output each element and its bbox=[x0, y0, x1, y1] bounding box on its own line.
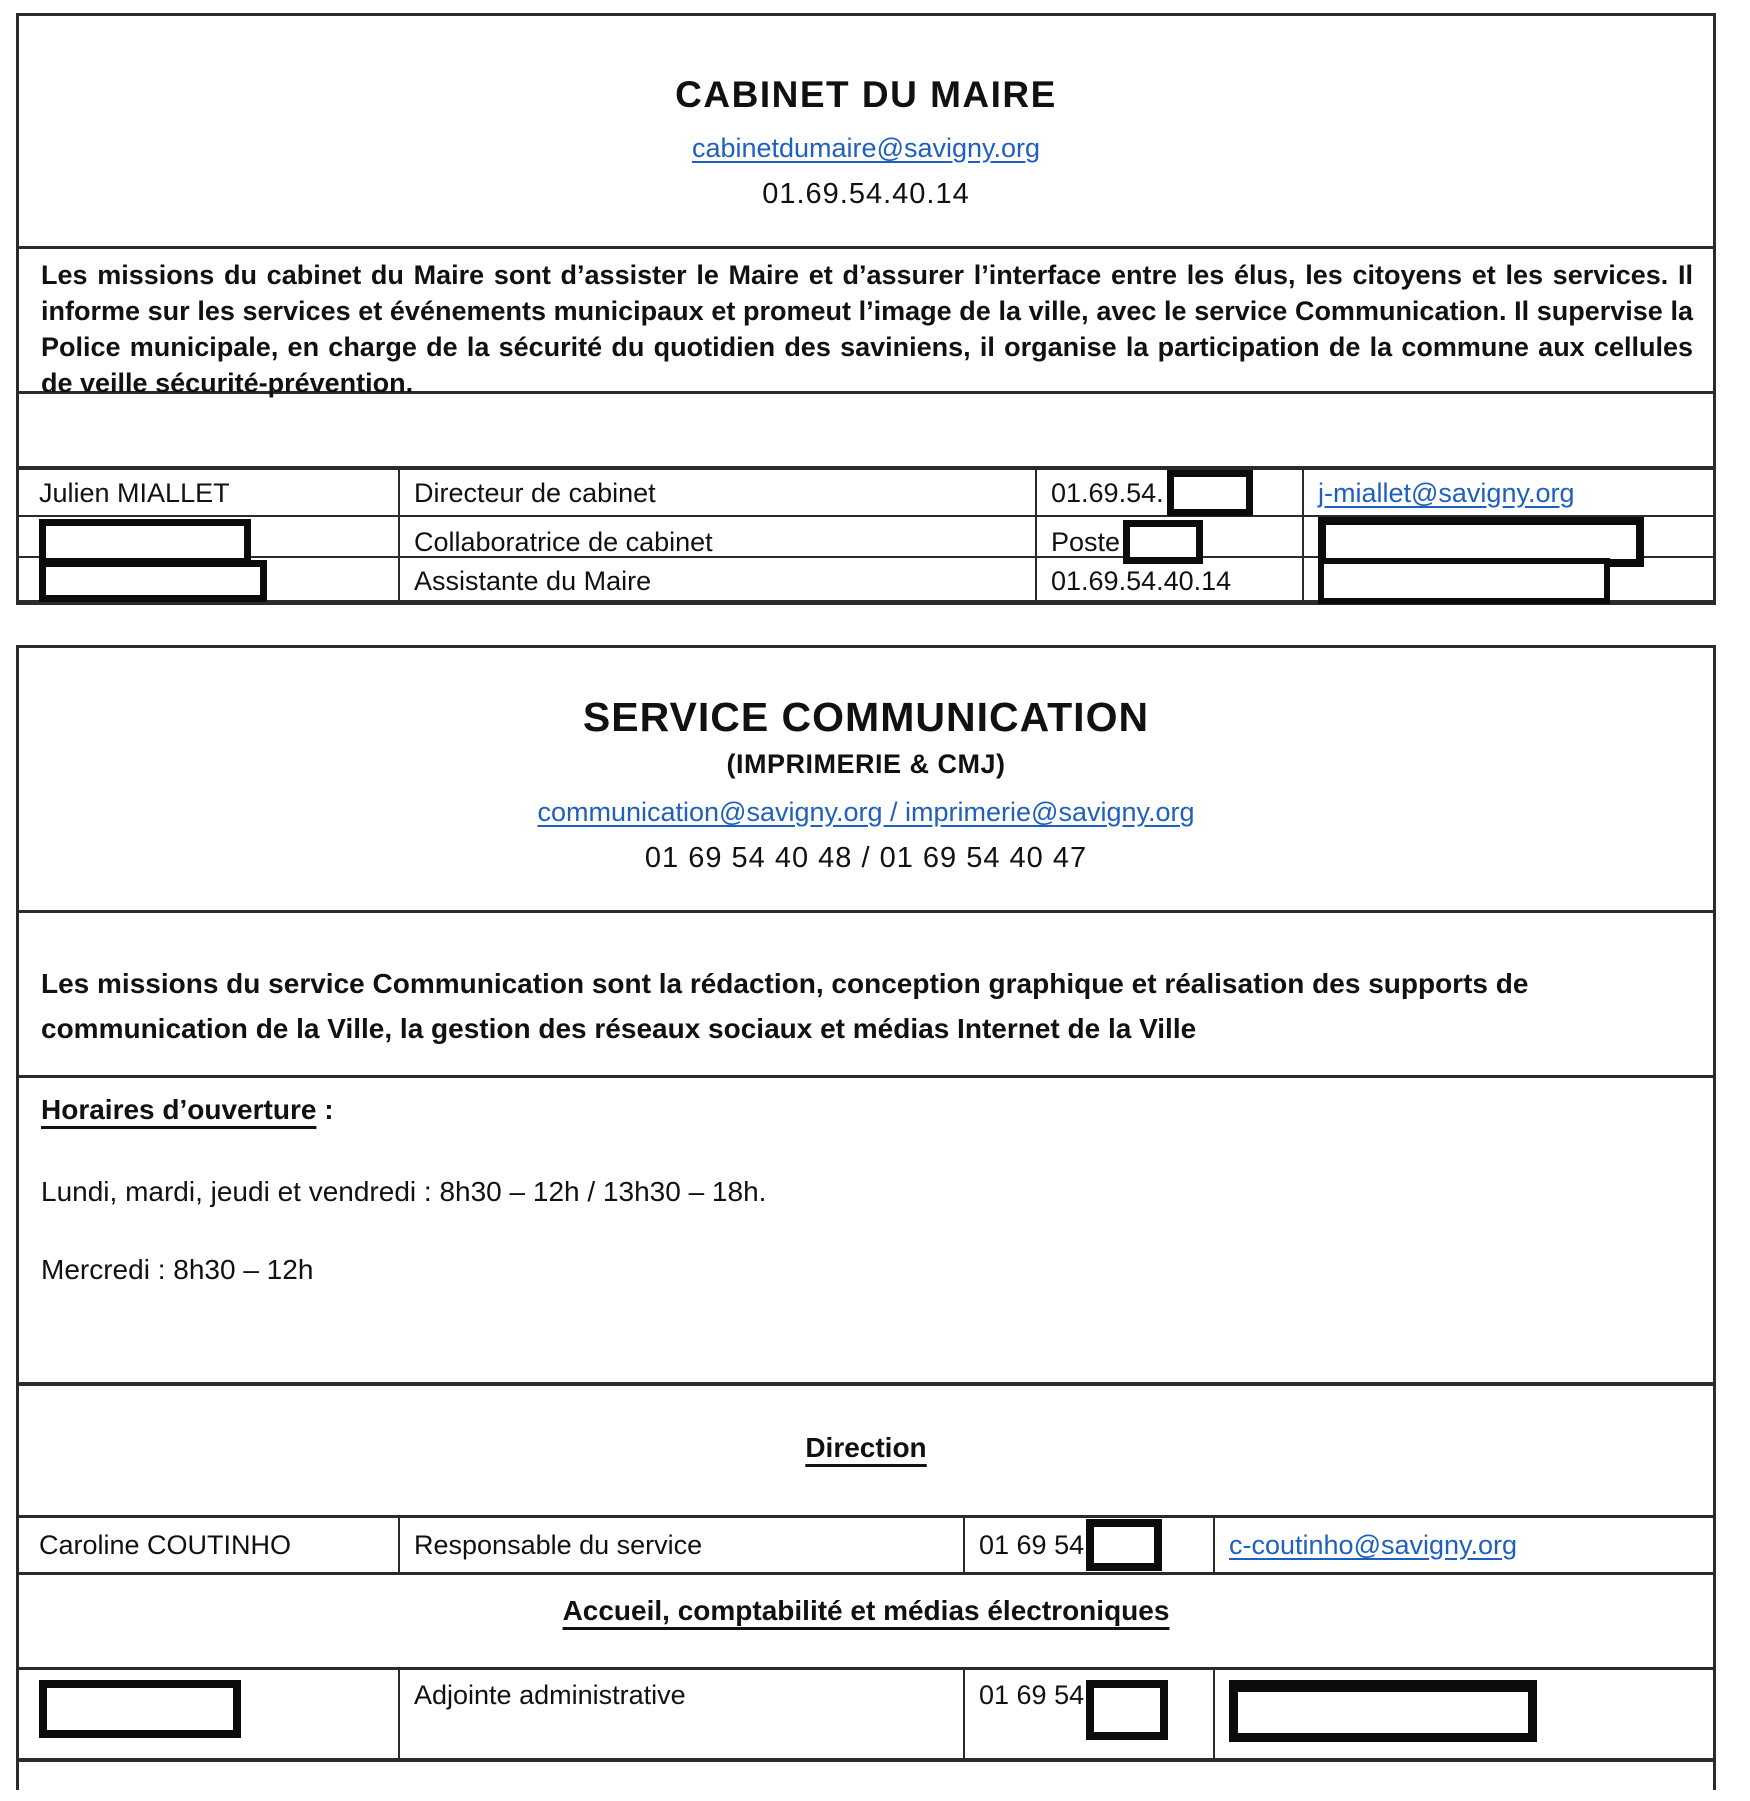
redaction-box bbox=[1167, 470, 1253, 516]
communication-missions bbox=[19, 910, 1713, 1075]
cabinet-empty-row bbox=[19, 391, 1713, 466]
cabinet-email-link[interactable]: cabinetdumaire@savigny.org bbox=[691, 133, 1041, 163]
staff-email-cell bbox=[1213, 1670, 1713, 1758]
opening-hours-heading-text: Horaires d’ouverture bbox=[41, 1094, 317, 1125]
cabinet-du-maire-section bbox=[16, 13, 1716, 605]
redaction-box bbox=[1318, 558, 1610, 604]
hours-weekdays: Lundi, mardi, jeudi et vendredi : 8h30 – 12h / 13h30 – 18h. bbox=[41, 1176, 767, 1207]
staff-role: Adjointe administrative bbox=[398, 1670, 963, 1758]
staff-phone-cell bbox=[963, 1670, 1213, 1758]
direction-heading-row bbox=[19, 1382, 1713, 1515]
staff-phone-cell bbox=[963, 1518, 1213, 1572]
communication-email-links[interactable]: communication@savigny.org / imprimerie@savigny.org bbox=[537, 797, 1195, 827]
staff-email-cell bbox=[1302, 558, 1713, 604]
communication-title: SERVICE COMMUNICATION bbox=[582, 694, 1150, 740]
staff-name-cell bbox=[19, 558, 398, 604]
staff-role: Collaboratrice de cabinet bbox=[398, 517, 1035, 567]
redaction-box bbox=[1229, 1680, 1537, 1742]
accueil-heading: Accueil, comptabilité et médias électroniques bbox=[562, 1595, 1170, 1626]
staff-email-cell bbox=[1302, 470, 1713, 516]
opening-hours-colon: : bbox=[316, 1094, 334, 1125]
staff-phone-prefix: 01 69 54 bbox=[979, 1680, 1085, 1710]
staff-name: Caroline COUTINHO bbox=[39, 1529, 292, 1560]
communication-header bbox=[19, 648, 1713, 910]
staff-role: Responsable du service bbox=[398, 1518, 963, 1572]
staff-role: Directeur de cabinet bbox=[398, 470, 1035, 516]
redaction-box bbox=[1086, 1519, 1162, 1571]
opening-hours-heading bbox=[41, 1094, 1713, 1126]
table-row bbox=[19, 556, 1713, 600]
staff-email-link[interactable]: c-coutinho@savigny.org bbox=[1229, 1529, 1518, 1560]
staff-email-link[interactable]: j-miallet@savigny.org bbox=[1318, 477, 1575, 508]
cabinet-missions-text: Les missions du cabinet du Maire sont d’assister le Maire et d’assurer l’interface entre les élus, les citoyens et les services. Il informe sur les services et événements municipaux et promeut l’image de la ville, avec le service Communication. Il supervise la Police municipale, en charge de la sécurité du quotidien des saviniens, il organise la participation de la commune aux cellules de veille sécurité-prévention. bbox=[19, 246, 1713, 391]
communication-phones: 01 69 54 40 48 / 01 69 54 40 47 bbox=[644, 842, 1088, 874]
staff-phone-prefix: Poste bbox=[1051, 526, 1121, 557]
cabinet-staff-table bbox=[19, 466, 1713, 600]
staff-name: Julien MIALLET bbox=[39, 477, 230, 508]
service-communication-section bbox=[16, 645, 1716, 1790]
direction-heading: Direction bbox=[805, 1432, 927, 1463]
communication-missions-text: Les missions du service Communication sont la rédaction, conception graphique et réalisation des supports de communication de la Ville, la gestion des réseaux sociaux et médias Internet de la Ville bbox=[41, 968, 1529, 1044]
redaction-box bbox=[1086, 1680, 1168, 1740]
hours-wednesday: Mercredi : 8h30 – 12h bbox=[41, 1254, 314, 1285]
staff-phone-prefix: 01 69 54 bbox=[979, 1529, 1085, 1560]
table-row bbox=[19, 1667, 1713, 1758]
cutoff-table-row bbox=[19, 1758, 1713, 1790]
table-row bbox=[19, 1515, 1713, 1572]
staff-phone-prefix: 01.69.54. bbox=[1051, 477, 1164, 508]
table-row bbox=[19, 466, 1713, 515]
redaction-box bbox=[39, 560, 267, 602]
staff-email-cell bbox=[1213, 1518, 1713, 1572]
cabinet-phone: 01.69.54.40.14 bbox=[762, 178, 970, 210]
opening-hours bbox=[19, 1075, 1713, 1382]
staff-phone-cell bbox=[1035, 470, 1302, 516]
staff-role: Assistante du Maire bbox=[398, 558, 1035, 604]
staff-phone: 01.69.54.40.14 bbox=[1035, 558, 1302, 604]
redaction-box bbox=[39, 1680, 241, 1738]
cabinet-title: CABINET DU MAIRE bbox=[675, 74, 1057, 115]
cabinet-header bbox=[19, 16, 1713, 246]
accueil-heading-row bbox=[19, 1572, 1713, 1667]
staff-name-cell bbox=[19, 1670, 398, 1758]
communication-subtitle: (IMPRIMERIE & CMJ) bbox=[726, 749, 1006, 779]
table-row bbox=[19, 515, 1713, 556]
